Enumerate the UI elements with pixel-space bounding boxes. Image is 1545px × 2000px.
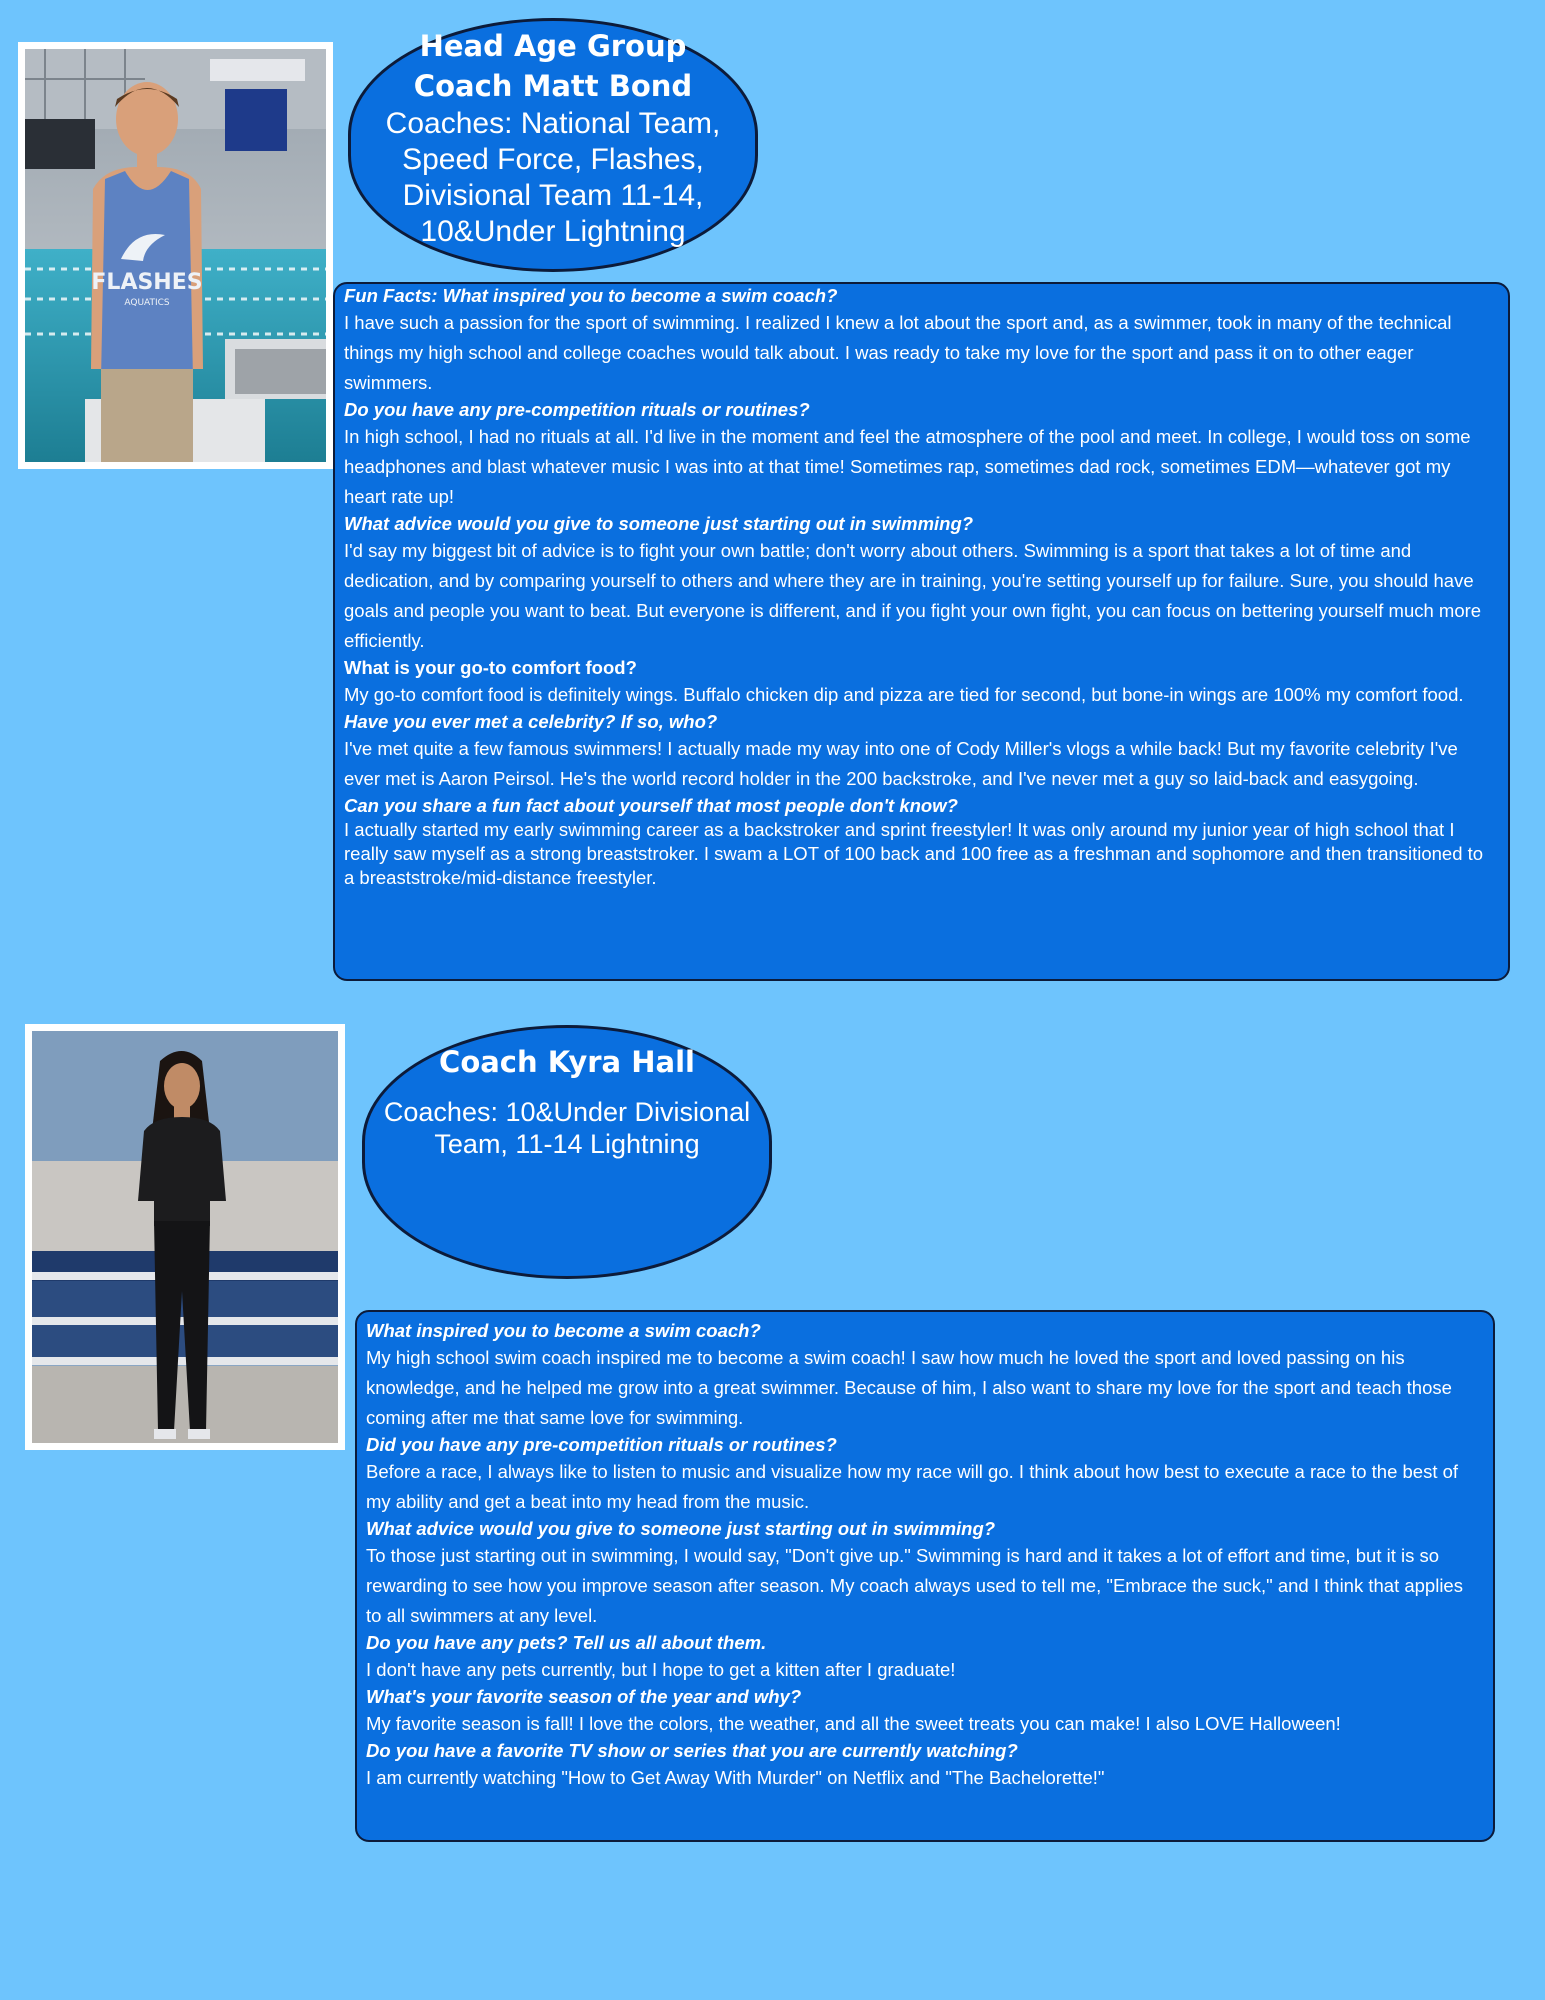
answer: I don't have any pets currently, but I hope to get a kitten after I graduate! <box>366 1659 956 1680</box>
question: What inspired you to become a swim coach? <box>366 1320 761 1341</box>
qa-box-kyra-hall <box>355 1310 1495 1842</box>
coach-groups: Coaches: 10&Under Divisional Team, 11-14 Lightning <box>383 1097 751 1159</box>
coach-name: Coach Kyra Hall <box>439 1045 695 1079</box>
answer: My go-to comfort food is definitely wings. Buffalo chicken dip and pizza are tied for second, but bone-in wings are 100% my comfort food. <box>344 684 1464 705</box>
answer: In high school, I had no rituals at all. I'd live in the moment and feel the atmosphere of the pool and meet. In college, I would toss on some headphones and blast whatever music I was into at that time! Sometimes rap, sometimes dad rock, sometimes EDM—whatever got my heart rate up! <box>344 426 1471 507</box>
qa-box-matt-bond <box>333 282 1510 981</box>
coach-photo-matt-bond <box>18 42 333 469</box>
coach-photo-image <box>25 49 326 462</box>
answer: I have such a passion for the sport of swimming. I realized I knew a lot about the sport and, as a swimmer, took in many of the technical things my high school and college coaches would talk about. I was ready to take my love for the sport and pass it on to other eager swimmers. <box>344 312 1452 393</box>
question: Do you have a favorite TV show or series that you are currently watching? <box>366 1740 1018 1761</box>
answer: To those just starting out in swimming, I would say, "Don't give up." Swimming is hard and it takes a lot of effort and time, but it is so rewarding to see how you improve season after season. My coach always used to tell me, "Embrace the suck," and I think that applies to all swimmers at any level. <box>366 1545 1463 1626</box>
answer: I actually started my early swimming career as a backstroker and sprint freestyler! It was only around my junior year of high school that I really saw myself as a strong breaststroker. I swam a LOT of 100 back and 100 free as a freshman and sophomore and then transitioned to a breaststroke/mid-distance freestyler. <box>344 819 1484 888</box>
question: Do you have any pets? Tell us all about them. <box>366 1632 767 1653</box>
coach-title-pill-matt-bond <box>348 18 758 272</box>
answer: I am currently watching "How to Get Away With Murder" on Netflix and "The Bachelorette!" <box>366 1767 1105 1788</box>
question: Can you share a fun fact about yourself that most people don't know? <box>344 795 958 816</box>
question: Fun Facts: What inspired you to become a swim coach? <box>344 285 838 306</box>
question: What advice would you give to someone just starting out in swimming? <box>366 1518 996 1539</box>
question: Do you have any pre-competition rituals or routines? <box>344 399 810 420</box>
photo-illustration <box>32 1031 338 1443</box>
coach-name: Head Age Group Coach Matt Bond <box>413 29 693 103</box>
coach-photo-image <box>32 1031 338 1443</box>
answer: I've met quite a few famous swimmers! I actually made my way into one of Cody Miller's vlogs a while back! But my favorite celebrity I've ever met is Aaron Peirsol. He's the world record holder in the 200 backstroke, and I've never met a guy so laid-back and easygoing. <box>344 738 1458 789</box>
coach-photo-kyra-hall <box>25 1024 345 1450</box>
question: Did you have any pre-competition rituals or routines? <box>366 1434 837 1455</box>
coach-groups: Coaches: National Team, Speed Force, Flashes, Divisional Team 11-14, 10&Under Lightning <box>385 107 721 248</box>
answer: My favorite season is fall! I love the colors, the weather, and all the sweet treats you can make! I also LOVE Halloween! <box>366 1713 1341 1734</box>
question: What is your go-to comfort food? <box>344 657 637 678</box>
answer: My high school swim coach inspired me to become a swim coach! I saw how much he loved the sport and loved passing on his knowledge, and he helped me grow into a great swimmer. Because of him, I also want to share my love for the sport and teach those coming after me that same love for swimming. <box>366 1347 1452 1428</box>
question: What advice would you give to someone just starting out in swimming? <box>344 513 974 534</box>
answer: I'd say my biggest bit of advice is to fight your own battle; don't worry about others. Swimming is a sport that takes a lot of time and dedication, and by comparing yourself to others and where they are in training, you're setting yourself up for failure. Sure, you should have goals and people you want to beat. But everyone is different, and if you fight your own fight, you can focus on bettering yourself much more efficiently. <box>344 540 1482 651</box>
question: Have you ever met a celebrity? If so, who? <box>344 711 718 732</box>
question: What's your favorite season of the year and why? <box>366 1686 802 1707</box>
answer: Before a race, I always like to listen to music and visualize how my race will go. I think about how best to execute a race to the best of my ability and get a beat into my head from the music. <box>366 1461 1459 1512</box>
coach-title-pill-kyra-hall <box>362 1025 772 1279</box>
shirt-text: FLASHES <box>91 270 203 295</box>
photo-illustration <box>25 49 326 462</box>
shirt-subtext: AQUATICS <box>124 298 170 308</box>
